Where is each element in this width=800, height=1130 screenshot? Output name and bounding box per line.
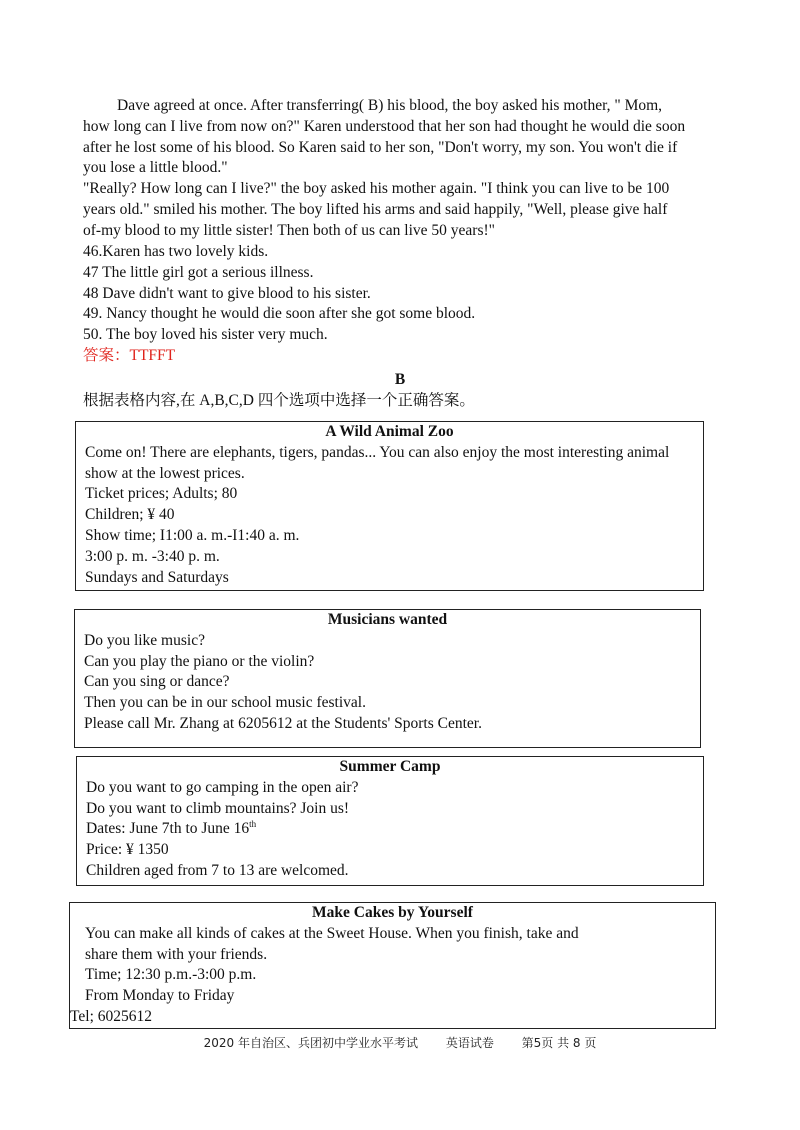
camp-dates-text: Dates: June 7th to June 16 [86,820,250,838]
camp-line: Do you want to climb mountains? Join us! [86,799,350,817]
passage-line: after he lost some of his blood. So Karen said to her son, "Don't worry, my son. You won't die if [83,138,678,156]
zoo-line: Show time; I1:00 a. m.-I1:40 a. m. [85,526,300,544]
musicians-line: Do you like music? [84,631,205,649]
musicians-line: Can you sing or dance? [84,673,230,691]
zoo-line: show at the lowest prices. [85,464,245,482]
page-footer [0,1034,800,1051]
section-instruction: 根据表格内容,在 A,B,C,D 四个选项中选择一个正确答案。 [83,392,475,409]
cakes-title: Make Cakes by Yourself [312,904,473,921]
section-label: B [394,371,406,388]
cakes-line: Time; 12:30 p.m.-3:00 p.m. [85,966,257,984]
cakes-line: From Monday to Friday [85,987,235,1005]
cakes-line: share them with your friends. [85,945,268,963]
camp-title: Summer Camp [339,758,441,775]
passage-line: you lose a little blood." [83,159,228,177]
question-list [83,242,723,367]
camp-line: Children aged from 7 to 13 are welcomed. [86,861,349,879]
cakes-ad [69,902,716,1029]
question-item: 47 The little girl got a serious illness. [83,263,314,281]
zoo-line: Come on! There are elephants, tigers, pandas... You can also enjoy the most interesting animal [85,443,670,461]
zoo-line: Sundays and Saturdays [85,568,229,586]
musicians-line: Please call Mr. Zhang at 6205612 at the Students' Sports Center. [84,714,482,732]
musicians-line: Can you play the piano or the violin? [84,652,315,670]
zoo-title: A Wild Animal Zoo [325,423,454,440]
musicians-line: Then you can be in our school music festival. [84,694,366,712]
camp-dates [77,819,703,840]
footer-exam: 2020 年自治区、兵团初中学业水平考试 [203,1036,418,1050]
summer-camp-ad [76,756,704,886]
zoo-line: Ticket prices; Adults; 80 [85,485,238,503]
cakes-line: Tel; 6025612 [70,1007,153,1025]
reading-passage [83,96,723,242]
passage-line: how long can I live from now on?" Karen understood that her son had thought he would die soon [83,117,686,135]
question-item: 50. The boy loved his sister very much. [83,326,328,344]
passage-line: "Really? How long can I live?" the boy asked his mother again. "I think you can live to be 100 [83,180,670,198]
footer-subject: 英语试卷 [445,1036,494,1050]
camp-line: Do you want to go camping in the open air? [86,778,359,796]
question-item: 46.Karen has two lovely kids. [83,243,269,260]
footer-page: 第5页 共 8 页 [521,1036,597,1050]
question-item: 48 Dave didn't want to give blood to his sister. [83,284,371,302]
passage-line: of-my blood to my little sister! Then both of us can live 50 years!" [83,221,495,239]
question-item: 49. Nancy thought he would die soon after she got some blood. [83,305,476,323]
musicians-ad [74,609,701,748]
musicians-title: Musicians wanted [327,611,448,628]
cakes-line: You can make all kinds of cakes at the Sweet House. When you finish, take and [85,924,579,942]
answer-key: 答案：TTFFT [83,346,176,364]
camp-dates-suffix: th [249,819,257,830]
zoo-line: Children; ¥ 40 [85,506,175,524]
passage-line: years old." smiled his mother. The boy lifted his arms and said happily, "Well, please give half [83,200,668,218]
camp-line: Price: ¥ 1350 [86,841,169,859]
zoo-line: 3:00 p. m. -3:40 p. m. [85,547,220,565]
passage-line: Dave agreed at once. After transferring( B) his blood, the boy asked his mother, " Mom, [117,97,663,114]
zoo-ad [75,421,704,591]
